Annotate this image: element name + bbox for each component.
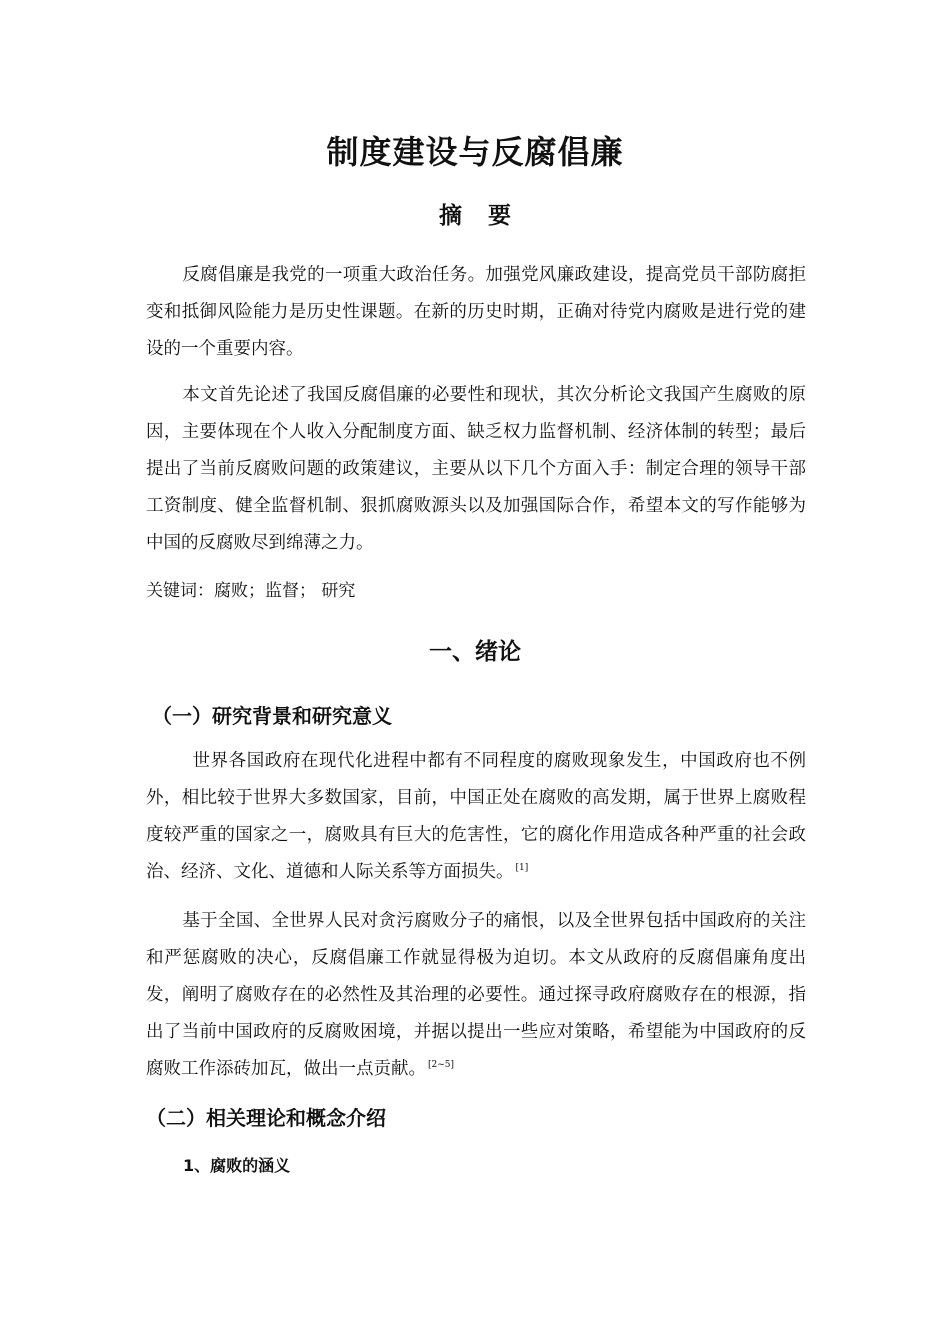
abstract-paragraph-2-text: 本文首先论述了我国反腐倡廉的必要性和现状，其次分析论文我国产生腐败的原因，主要体现在个人收入分配制度方面、缺乏权力监督机制、经济体制的转型；最后提出了当前反腐败问题的政策建议，主要从以下几个方面入手：制定合理的领导干部工资制度、健全监督机制、狠抓腐败源头以及加强国际合作，希望本文的写作能够为中国的反腐败尽到绵薄之力。 [146, 385, 806, 553]
subsection-heading-background: （一）研究背景和研究意义 [152, 704, 392, 728]
keywords-label: 关键词： [146, 581, 214, 601]
background-paragraph-1 [146, 743, 806, 891]
item-heading-corruption-meaning: 1、腐败的涵义 [183, 1156, 291, 1175]
abstract-paragraph-2 [146, 377, 806, 562]
abstract-paragraph-1-text: 反腐倡廉是我党的一项重大政治任务。加强党风廉政建设，提高党员干部防腐拒变和抵御风险能力是历史性课题。在新的历史时期，正确对待党内腐败是进行党的建设的一个重要内容。 [146, 265, 806, 359]
document-title: 制度建设与反腐倡廉 [326, 133, 624, 171]
background-paragraph-1-text: 世界各国政府在现代化进程中都有不同程度的腐败现象发生，中国政府也不例外，相比较于世界大多数国家，目前，中国正处在腐败的高发期，属于世界上腐败程度较严重的国家之一，腐败具有巨大的危害性，它的腐化作用造成各种严重的社会政治、经济、文化、道德和人际关系等方面损失。 [146, 751, 806, 882]
background-paragraph-2-text: 基于全国、全世界人民对贪污腐败分子的痛恨，以及全世界包括中国政府的关注和严惩腐败的决心，反腐倡廉工作就显得极为迫切。本文从政府的反腐倡廉角度出发，阐明了腐败存在的必然性及其治理的必要性。通过探寻政府腐败存在的根源，指出了当前中国政府的反腐败困境，并据以提出一些应对策略，希望能为中国政府的反腐败工作添砖加瓦，做出一点贡献。 [146, 911, 806, 1079]
subsection-heading-theory: （二）相关理论和概念介绍 [146, 1106, 386, 1130]
keywords-text: 腐败；监督； 研究 [214, 581, 356, 601]
citation-ref: [2~5] [428, 1060, 455, 1070]
abstract-heading: 摘要 [439, 203, 537, 229]
section-heading-introduction: 一、绪论 [429, 639, 521, 665]
keywords-line [146, 576, 355, 606]
citation-ref: [1] [515, 863, 529, 873]
background-paragraph-2 [146, 903, 806, 1088]
abstract-paragraph-1 [146, 257, 806, 368]
